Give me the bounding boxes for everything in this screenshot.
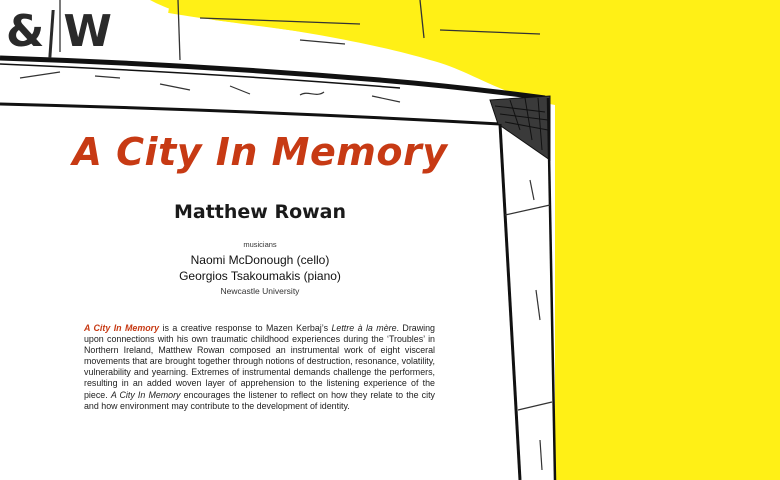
logo-ampersand: & (6, 6, 47, 57)
composer-name: Matthew Rowan (173, 201, 347, 223)
description-work-ref: Lettre à la mère (331, 323, 397, 333)
page-title: A City In Memory (72, 130, 448, 174)
description-text-2: . Drawing upon connections with his own traumatic childhood experiences during the ‘Troubles’ in Northern Ireland, Matthew Rowan composed an instrumental work of eight visceral movements that are brought together through notions of destruction, resonance, volatility, vulnerability and yearning. Extremes of instrumental demands challenge the performers, resulting in an added woven layer of apprehension to the listening experience of the piece. (84, 323, 435, 400)
musicians-label: musicians (243, 240, 277, 249)
description-title-ref-2: A City In Memory (110, 389, 181, 400)
logo (6, 4, 114, 60)
description-title-ref: A City In Memory (84, 323, 160, 333)
description-text-3: encourages the listener to reflect on how they relate to the city and how environment may contribute to the development of identity. (84, 389, 435, 411)
logo-w: W (63, 6, 114, 57)
logo-divider (49, 10, 55, 58)
performer-cello: Naomi McDonough (cello) (190, 253, 330, 267)
institution: Newcastle University (220, 286, 300, 296)
performer-piano: Georgios Tsakoumakis (piano) (179, 269, 341, 283)
description-paragraph (84, 323, 435, 412)
description-text-1: is a creative response to Mazen Kerbaj’s (159, 323, 332, 333)
